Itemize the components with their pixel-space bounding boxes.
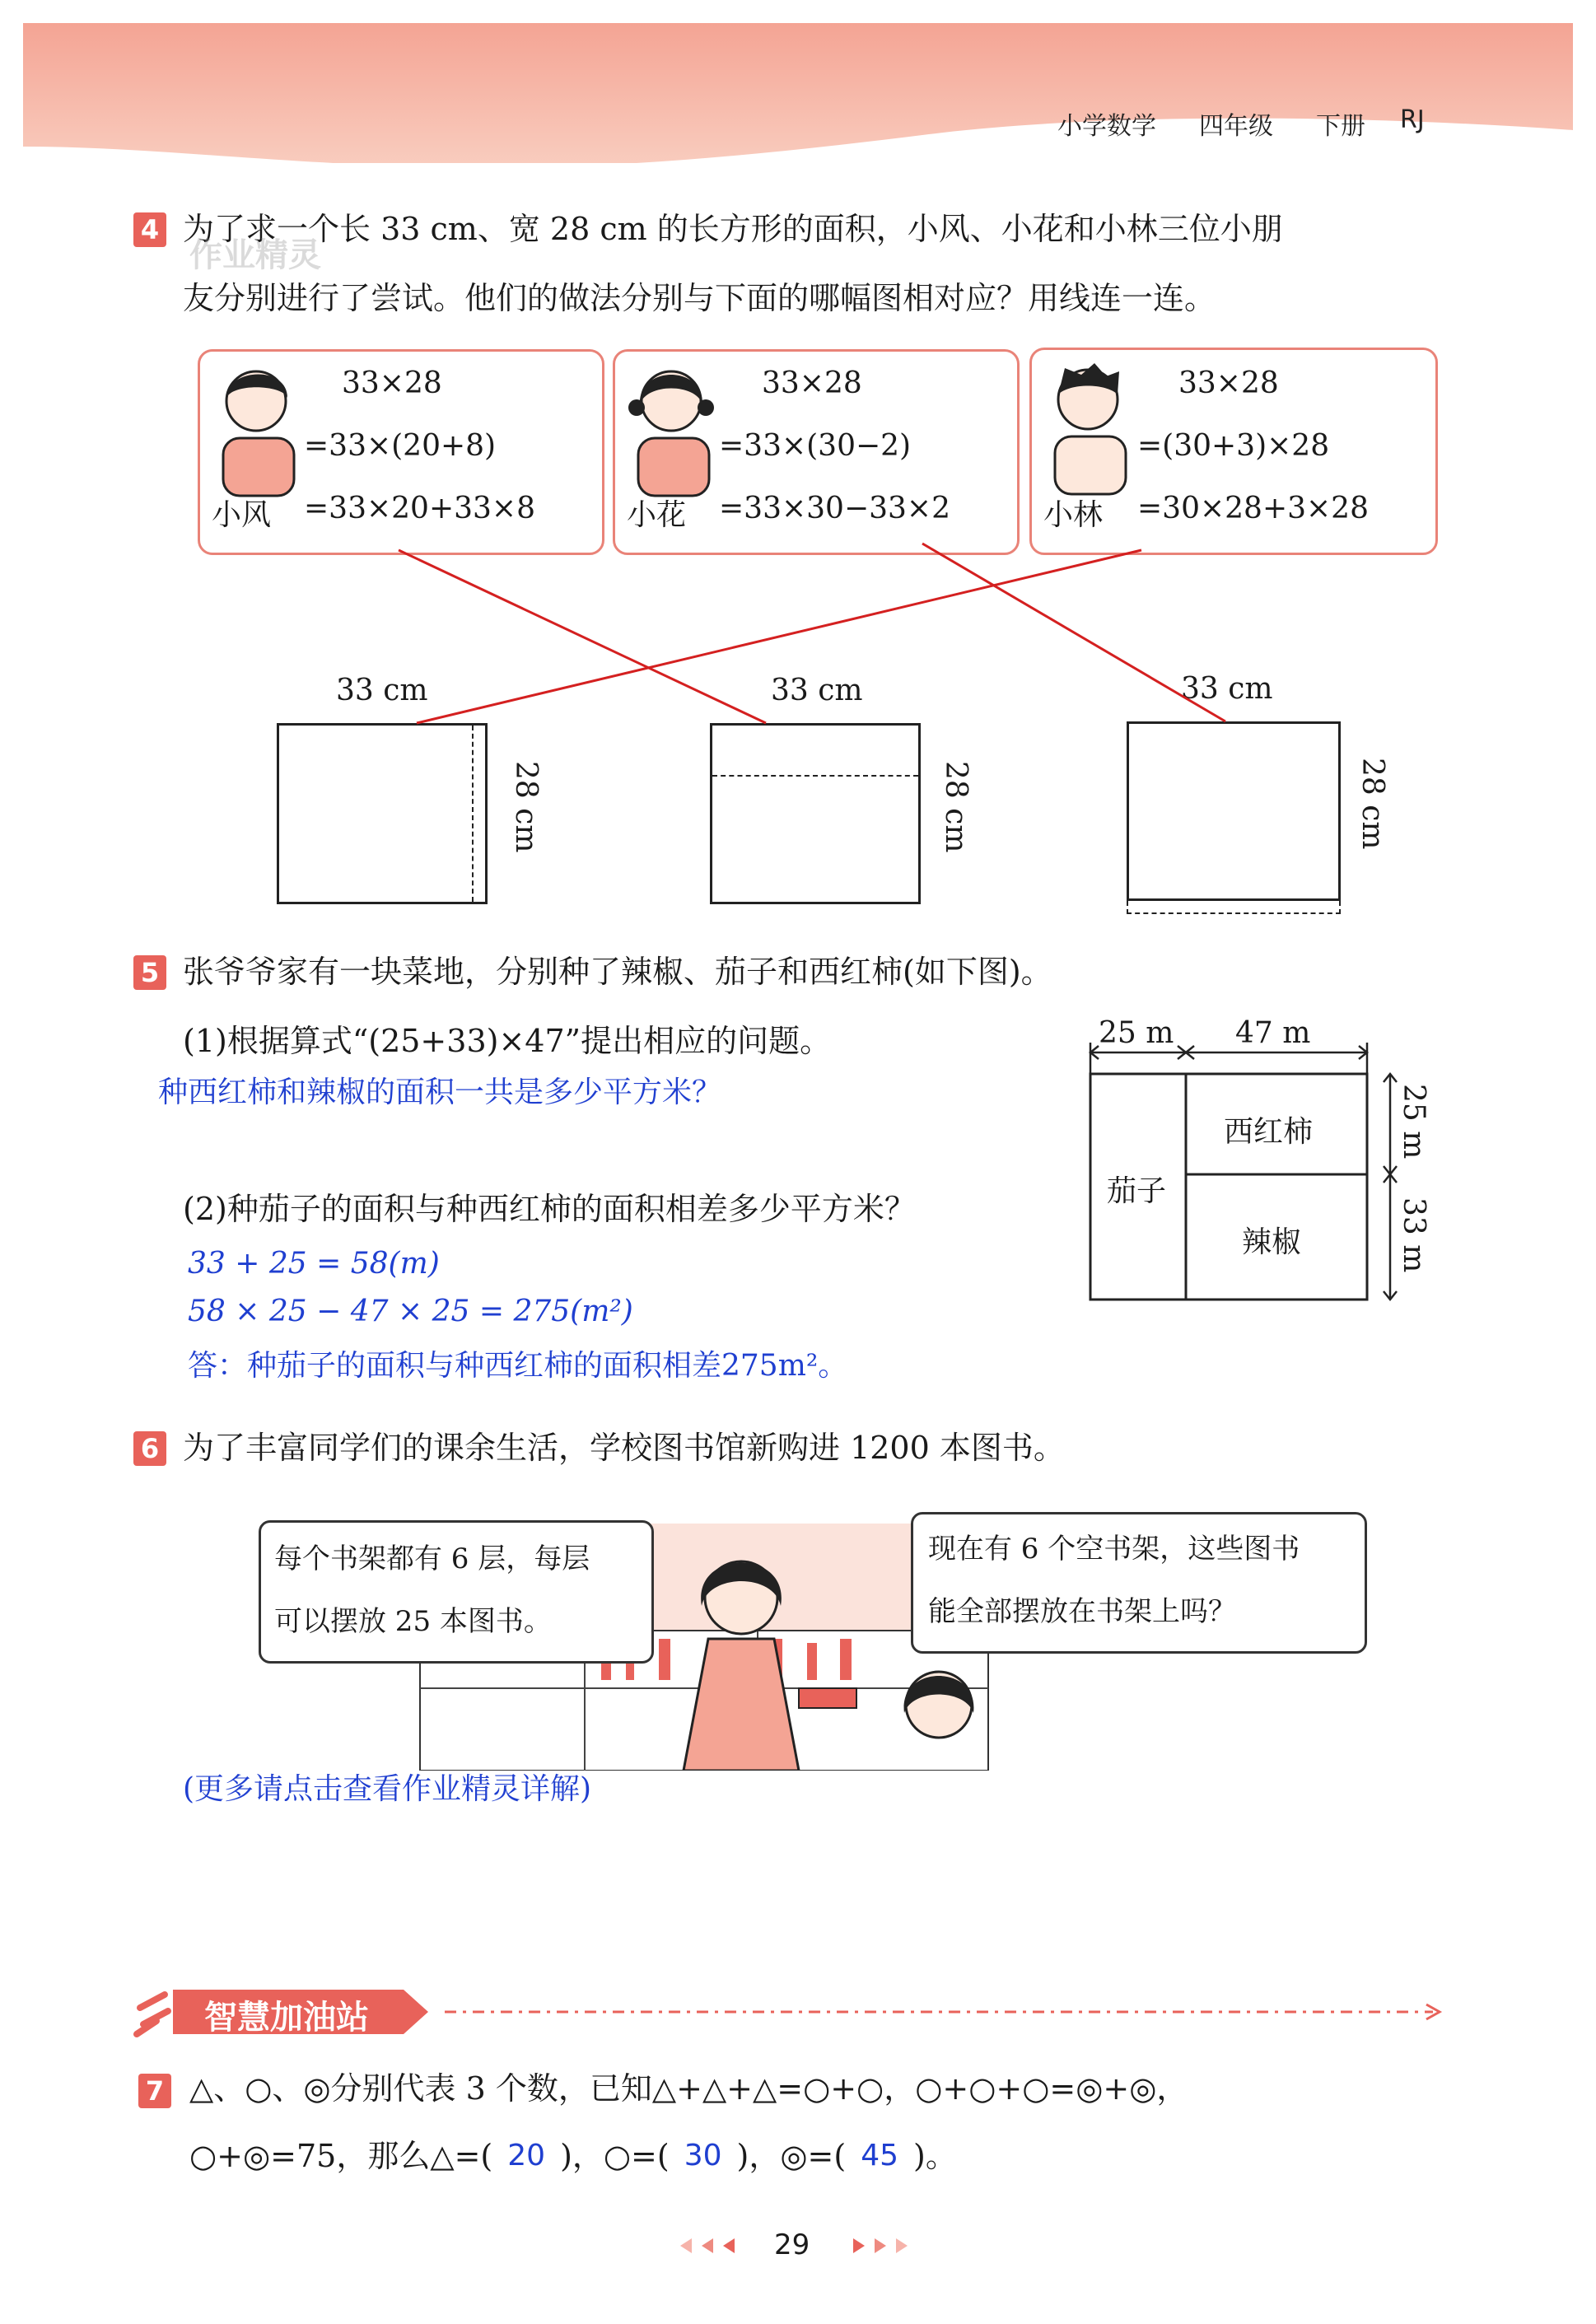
garden-top-left-label: 25 m bbox=[1099, 1016, 1174, 1050]
kid-name: 小花 bbox=[627, 498, 687, 532]
question-number-6: 6 bbox=[133, 1431, 166, 1466]
q7-line2-prefix: ○+◎=75，那么△=( bbox=[189, 2138, 493, 2174]
prev-page-arrows-icon[interactable] bbox=[664, 2233, 746, 2258]
q6-stem: 为了丰富同学们的课余生活，学校图书馆新购进 1200 本图书。 bbox=[183, 1430, 1065, 1466]
bubble-student-line2: 能全部摆放在书架上吗？ bbox=[928, 1595, 1236, 1628]
rect-3-side-label: 28 cm bbox=[1356, 758, 1389, 850]
rect-3-top-label: 33 cm bbox=[1181, 672, 1273, 706]
garden-top-right-label: 47 m bbox=[1235, 1016, 1311, 1050]
bubble-teacher-line1: 每个书架都有 6 层，每层 bbox=[274, 1542, 590, 1575]
q7-line2-mid2: )，◎=( bbox=[736, 2138, 847, 2174]
speech-bubble-student bbox=[911, 1512, 1367, 1654]
speech-bubble-teacher bbox=[259, 1520, 654, 1664]
q7-answer-triangle: 20 bbox=[507, 2139, 546, 2172]
q5-answer2-line2: 58 × 25 − 47 × 25 = 275(m²) bbox=[188, 1295, 633, 1328]
q7-answer-double-circle: 45 bbox=[861, 2139, 898, 2172]
kid-calc-2: =33×(20+8) bbox=[304, 429, 497, 463]
kid-calc-1: 33×28 bbox=[342, 366, 442, 400]
kid-calc-1: 33×28 bbox=[762, 366, 862, 400]
rect-1-side-label: 28 cm bbox=[509, 761, 543, 853]
more-details-link[interactable]: (更多请点击查看作业精灵详解) bbox=[183, 1772, 592, 1806]
kid-calc-3: =33×20+33×8 bbox=[304, 492, 535, 525]
header-grade: 四年级 bbox=[1199, 112, 1273, 141]
match-line-xiaolin bbox=[417, 550, 1141, 723]
kid-calc-1: 33×28 bbox=[1178, 366, 1279, 400]
header-subject: 小学数学 bbox=[1057, 112, 1156, 141]
question-number-7: 7 bbox=[138, 2074, 171, 2108]
rect-1-top-label: 33 cm bbox=[336, 674, 428, 707]
kid-calc-3: =33×30−33×2 bbox=[719, 492, 950, 525]
bubble-teacher-line2: 可以摆放 25 本图书。 bbox=[274, 1605, 552, 1638]
q7-line1: △、○、◎分别代表 3 个数，已知△+△+△=○+○，○+○+○=◎+◎， bbox=[189, 2070, 1188, 2107]
q5-answer2-line3: 答：种茄子的面积与种西红柿的面积相差275m²。 bbox=[188, 1349, 848, 1383]
kid-calc-2: =33×(30−2) bbox=[719, 429, 912, 463]
kid-name: 小风 bbox=[212, 498, 272, 532]
q5-stem: 张爷爷家有一块菜地，分别种了辣椒、茄子和西红柿(如下图)。 bbox=[183, 954, 1052, 990]
q5-part2: (2)种茄子的面积与种西红柿的面积相差多少平方米？ bbox=[183, 1191, 916, 1227]
q5-answer2-line1: 33 + 25 = 58(m) bbox=[188, 1247, 440, 1281]
garden-tomato-label: 西红柿 bbox=[1224, 1115, 1314, 1149]
garden-eggplant-label: 茄子 bbox=[1107, 1174, 1167, 1208]
q7-answer-circle: 30 bbox=[684, 2139, 722, 2172]
kid-calc-3: =30×28+3×28 bbox=[1137, 492, 1369, 525]
rect-2-top-label: 33 cm bbox=[771, 674, 863, 707]
next-page-arrows-icon[interactable] bbox=[840, 2233, 922, 2258]
watermark: 作业精灵 bbox=[189, 236, 321, 274]
match-line-xiaofeng bbox=[399, 550, 766, 723]
section-divider bbox=[445, 2000, 1449, 2024]
section-title: 智慧加油站 bbox=[204, 1999, 369, 2037]
kid-name: 小林 bbox=[1043, 498, 1104, 532]
matching-lines bbox=[0, 0, 1596, 988]
q7-line2-mid1: )，○=( bbox=[560, 2138, 670, 2174]
rect-2-side-label: 28 cm bbox=[939, 761, 973, 853]
header-volume: 下册 bbox=[1316, 112, 1365, 141]
garden-pepper-label: 辣椒 bbox=[1242, 1225, 1302, 1259]
question-number-4: 4 bbox=[133, 212, 166, 247]
q5-part1: (1)根据算式“(25+33)×47”提出相应的问题。 bbox=[183, 1023, 832, 1059]
q7-line2 bbox=[189, 2121, 957, 2191]
garden-right-top-label: 25 m bbox=[1397, 1084, 1430, 1160]
kid-calc-2: =(30+3)×28 bbox=[1137, 429, 1330, 463]
header-edition: RJ bbox=[1400, 105, 1425, 134]
q5-answer1: 种西红柿和辣椒的面积一共是多少平方米？ bbox=[158, 1076, 722, 1109]
page-number: 29 bbox=[774, 2228, 810, 2261]
question-number-5: 5 bbox=[133, 955, 166, 990]
match-line-xiaohua bbox=[922, 544, 1225, 721]
q4-text-line2: 友分别进行了尝试。他们的做法分别与下面的哪幅图相对应？用线连一连。 bbox=[183, 280, 1216, 316]
q7-line2-suffix: )。 bbox=[913, 2138, 957, 2174]
garden-right-bottom-label: 33 m bbox=[1397, 1197, 1430, 1273]
q4-text-line1: 为了求一个长 33 cm、宽 28 cm 的长方形的面积，小风、小花和小林三位小朋 bbox=[183, 211, 1283, 247]
bubble-student-line1: 现在有 6 个空书架，这些图书 bbox=[928, 1533, 1300, 1566]
